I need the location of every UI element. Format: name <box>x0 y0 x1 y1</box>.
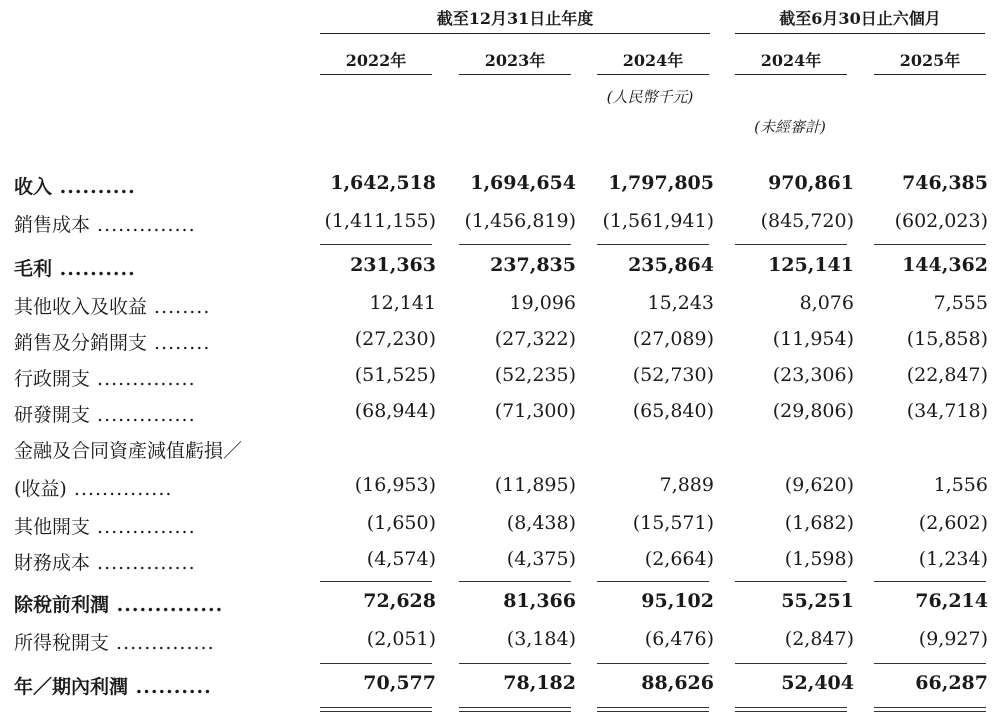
cell-value: (22,847) <box>906 364 988 386</box>
row-label-text: 銷售及分銷開支 <box>14 332 148 354</box>
cell-value: (68,944) <box>354 400 436 422</box>
cell-value: (15,571) <box>632 512 714 534</box>
leader-dots: ........ <box>147 296 211 318</box>
cell-value: (1,411,155) <box>324 210 436 232</box>
year-header-1: 2022年 <box>345 51 407 70</box>
leader-dots: .............. <box>90 368 196 390</box>
row-label-text: 金融及合同資產減值虧損／ <box>14 440 243 462</box>
header-group-half-rule <box>735 33 985 34</box>
row-label-text: 除稅前利潤 <box>14 594 110 616</box>
cell-value: (2,602) <box>918 512 988 534</box>
row-label <box>14 512 196 539</box>
row-label <box>14 172 136 199</box>
table-row <box>0 512 1000 546</box>
cell-value: (27,230) <box>354 328 436 350</box>
cell-value: (4,574) <box>366 548 436 570</box>
cell-value: (1,234) <box>918 548 988 570</box>
header-group-half: 截至6月30日止六個月 <box>779 9 941 28</box>
cell-value: 55,251 <box>781 590 854 612</box>
cell-value: 7,889 <box>659 474 714 496</box>
cell-value: 970,861 <box>768 172 854 194</box>
leader-dots: .......... <box>128 676 212 698</box>
cell-value: 72,628 <box>363 590 436 612</box>
cell-value: (2,051) <box>366 628 436 650</box>
cell-value: 78,182 <box>503 672 576 694</box>
cell-value: (8,438) <box>506 512 576 534</box>
row-label <box>14 548 196 575</box>
row-label <box>14 364 196 391</box>
row-label <box>14 474 172 501</box>
cell-value: 15,243 <box>647 292 714 314</box>
cell-value: 81,366 <box>503 590 576 612</box>
leader-dots: .............. <box>90 552 196 574</box>
cell-value: 88,626 <box>641 672 714 694</box>
cell-value: (1,561,941) <box>602 210 714 232</box>
cell-value: (71,300) <box>494 400 576 422</box>
header-group-year-rule <box>320 33 710 34</box>
row-label <box>14 292 210 319</box>
row-label-text: 財務成本 <box>14 552 91 574</box>
cell-value: (602,023) <box>894 210 988 232</box>
table-row <box>0 400 1000 434</box>
cell-value: 1,797,805 <box>608 172 714 194</box>
table-row <box>0 672 1000 706</box>
row-label <box>14 672 212 699</box>
row-label <box>14 436 242 463</box>
row-label <box>14 254 136 281</box>
leader-dots: .............. <box>109 594 224 616</box>
cell-value: (52,235) <box>494 364 576 386</box>
row-label-text: 毛利 <box>14 258 53 280</box>
cell-value: 95,102 <box>641 590 714 612</box>
cell-value: (34,718) <box>906 400 988 422</box>
cell-value: 231,363 <box>350 254 436 276</box>
header-group-year: 截至12月31日止年度 <box>436 9 594 28</box>
cell-value: 76,214 <box>915 590 988 612</box>
year-rule-4 <box>735 74 847 75</box>
cell-value: (11,895) <box>494 474 576 496</box>
cell-value: 7,555 <box>933 292 988 314</box>
cell-value: (1,650) <box>366 512 436 534</box>
cell-value: 125,141 <box>768 254 854 276</box>
cell-value: 19,096 <box>509 292 576 314</box>
cell-value: (845,720) <box>760 210 854 232</box>
cell-value: (29,806) <box>772 400 854 422</box>
cell-value: (4,375) <box>506 548 576 570</box>
table-row <box>0 328 1000 362</box>
table-row <box>0 172 1000 206</box>
year-rule-1 <box>320 74 432 75</box>
table-row <box>0 590 1000 624</box>
table-row <box>0 254 1000 288</box>
row-label-text: (收益) <box>14 478 67 500</box>
cell-value: (15,858) <box>906 328 988 350</box>
table-row <box>0 548 1000 582</box>
cell-value: (52,730) <box>632 364 714 386</box>
unaudited-note: (未經審計) <box>754 118 826 136</box>
row-label-text: 年／期內利潤 <box>14 676 129 698</box>
leader-dots: .......... <box>52 176 136 198</box>
table-row <box>0 364 1000 398</box>
cell-value: (2,664) <box>644 548 714 570</box>
cell-value: 144,362 <box>902 254 988 276</box>
cell-value: (1,456,819) <box>464 210 576 232</box>
cell-value: 746,385 <box>902 172 988 194</box>
cell-value: (3,184) <box>506 628 576 650</box>
unit-note: (人民幣千元) <box>606 88 694 106</box>
row-label-text: 其他開支 <box>14 516 91 538</box>
year-rule-5 <box>874 74 986 75</box>
table-row <box>0 628 1000 662</box>
table-row <box>0 292 1000 326</box>
cell-value: 235,864 <box>628 254 714 276</box>
cell-value: (6,476) <box>644 628 714 650</box>
cell-value: (27,089) <box>632 328 714 350</box>
row-label-text: 收入 <box>14 176 53 198</box>
leader-dots: .............. <box>90 516 196 538</box>
cell-value: (1,682) <box>784 512 854 534</box>
leader-dots: .............. <box>109 632 215 654</box>
cell-value: 8,076 <box>799 292 854 314</box>
leader-dots: .......... <box>52 258 136 280</box>
table-row <box>0 474 1000 508</box>
year-header-4: 2024年 <box>760 51 822 70</box>
cell-value: (9,620) <box>784 474 854 496</box>
cell-value: 1,694,654 <box>470 172 576 194</box>
row-label-text: 銷售成本 <box>14 214 91 236</box>
cell-value: 52,404 <box>781 672 854 694</box>
row-label <box>14 328 210 355</box>
row-label-text: 研發開支 <box>14 404 91 426</box>
leader-dots: .............. <box>90 404 196 426</box>
row-label <box>14 210 196 237</box>
row-label-text: 其他收入及收益 <box>14 296 148 318</box>
row-label <box>14 628 215 655</box>
cell-value: (23,306) <box>772 364 854 386</box>
cell-value: 70,577 <box>363 672 436 694</box>
table-row <box>0 210 1000 244</box>
row-label-text: 行政開支 <box>14 368 91 390</box>
cell-value: (27,322) <box>494 328 576 350</box>
leader-dots: .............. <box>66 478 173 500</box>
row-label <box>14 400 196 427</box>
row-label <box>14 590 223 617</box>
year-rule-2 <box>459 74 571 75</box>
cell-value: 237,835 <box>490 254 576 276</box>
row-label-text: 所得稅開支 <box>14 632 110 654</box>
year-header-3: 2024年 <box>622 51 684 70</box>
year-header-5: 2025年 <box>899 51 961 70</box>
table-row <box>0 436 1000 470</box>
leader-dots: ........ <box>147 332 211 354</box>
cell-value: (9,927) <box>918 628 988 650</box>
year-header-2: 2023年 <box>484 51 546 70</box>
cell-value: (2,847) <box>784 628 854 650</box>
cell-value: 1,556 <box>933 474 988 496</box>
cell-value: 12,141 <box>369 292 436 314</box>
cell-value: (11,954) <box>772 328 854 350</box>
cell-value: (65,840) <box>632 400 714 422</box>
leader-dots: .............. <box>90 214 196 236</box>
cell-value: (16,953) <box>354 474 436 496</box>
cell-value: 66,287 <box>915 672 988 694</box>
cell-value: (1,598) <box>784 548 854 570</box>
cell-value: 1,642,518 <box>330 172 436 194</box>
cell-value: (51,525) <box>354 364 436 386</box>
year-rule-3 <box>597 74 709 75</box>
